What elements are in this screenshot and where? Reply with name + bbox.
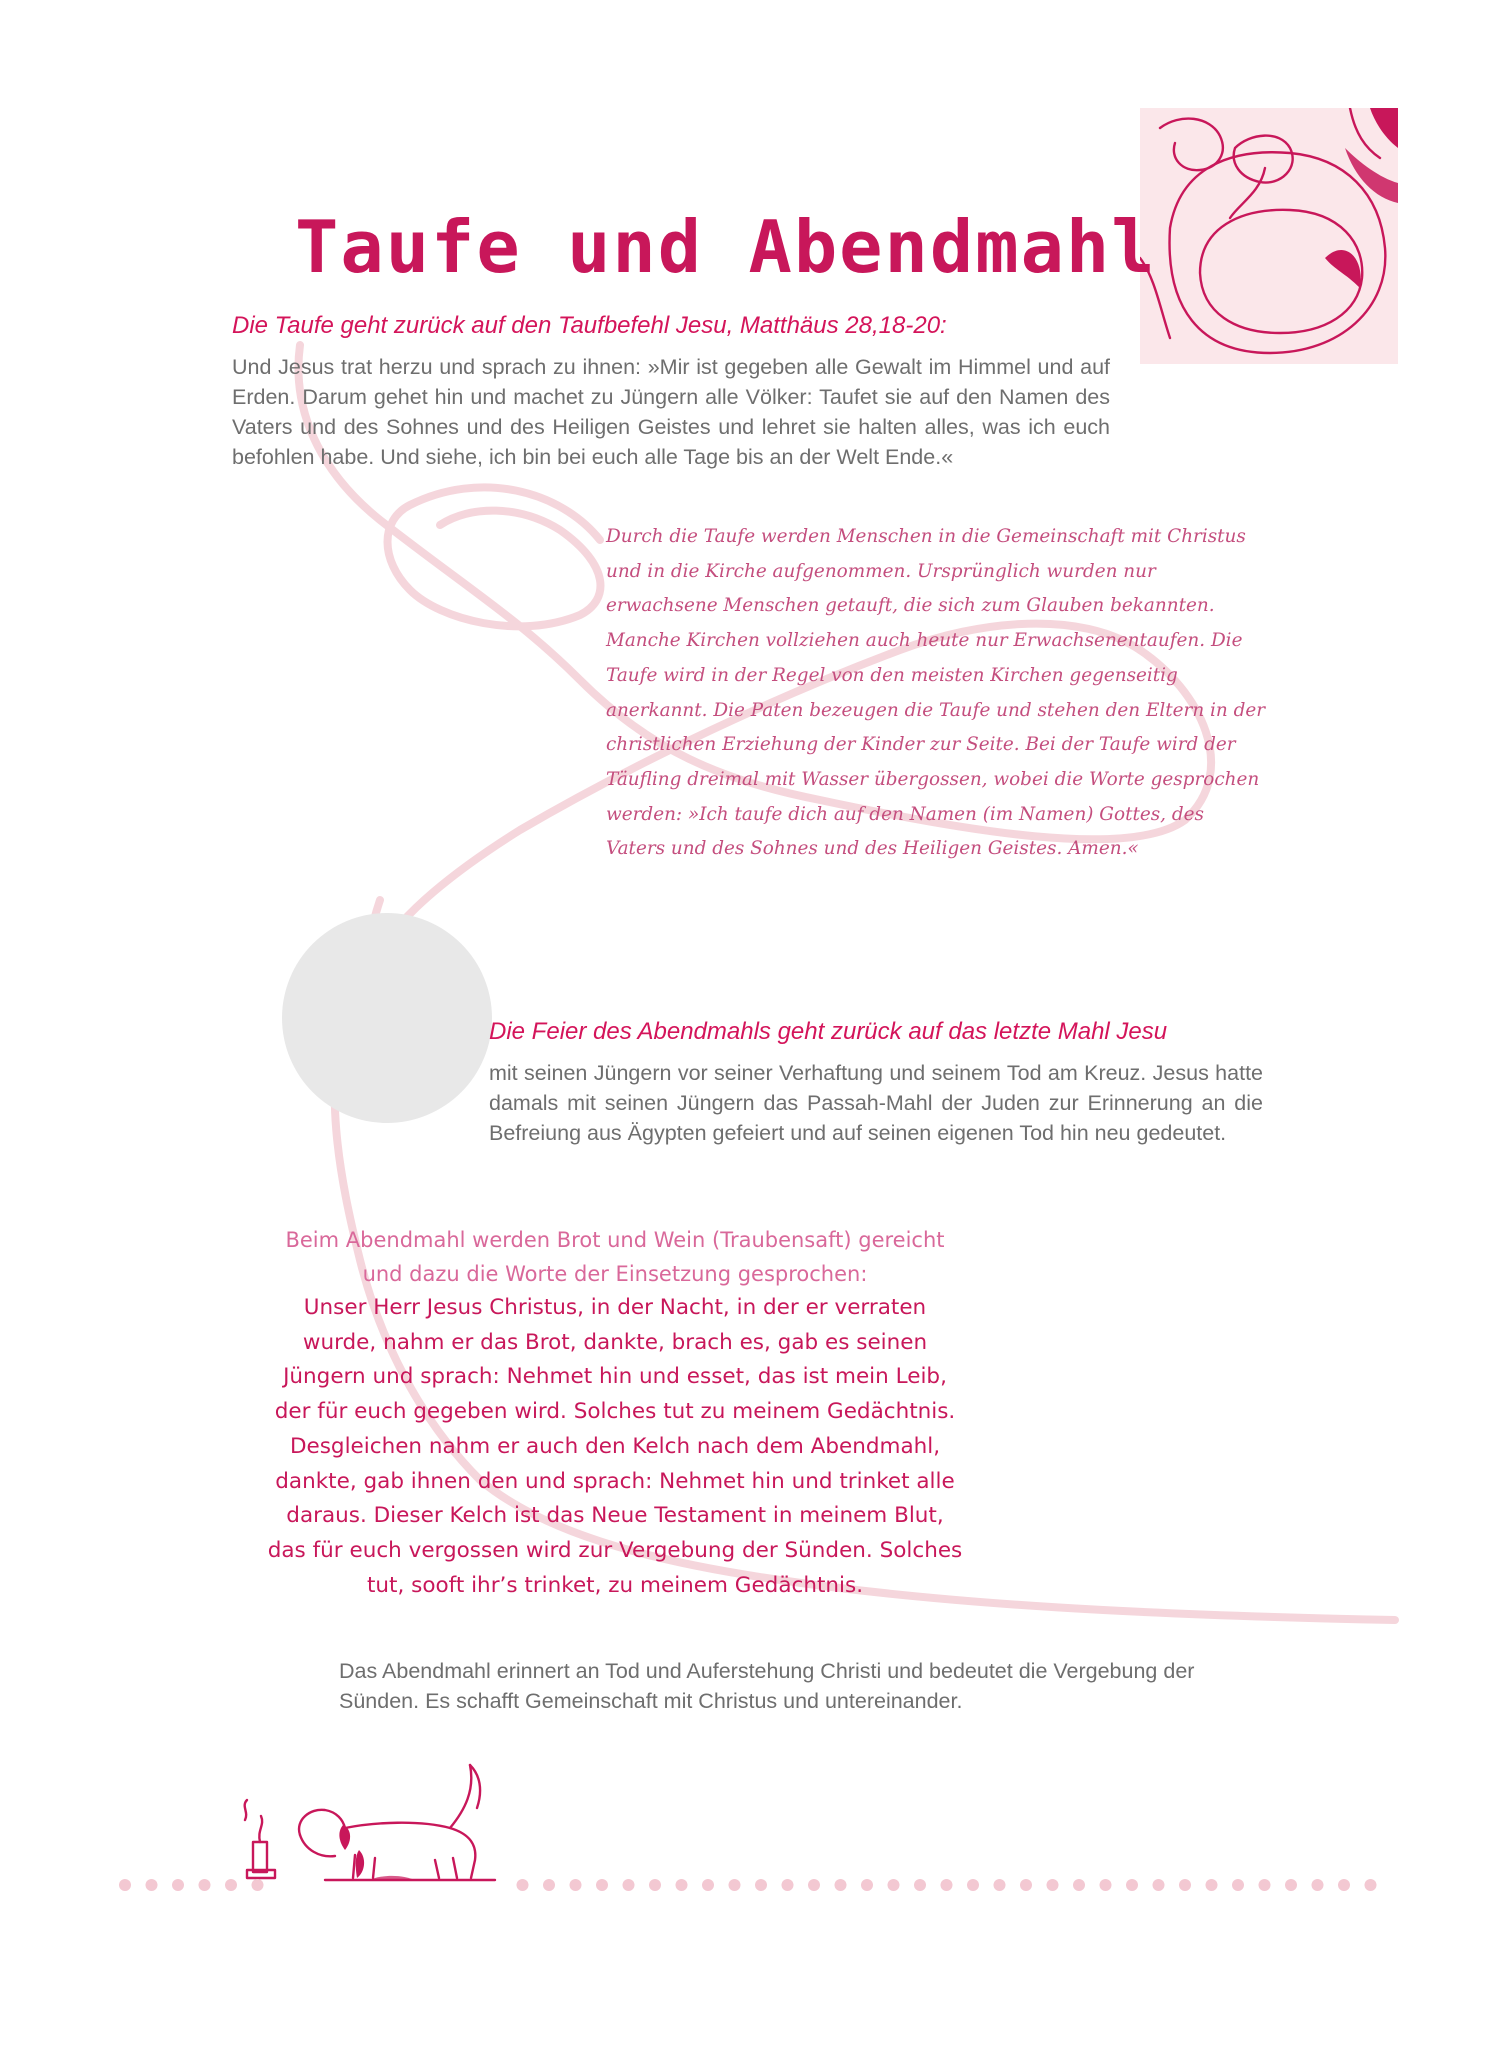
gray-circle-decoration [282, 913, 492, 1123]
words-of-institution [230, 1291, 1000, 1603]
dog-with-candle-icon [225, 1750, 525, 1885]
divider-dot [835, 1879, 847, 1891]
divider-dot [172, 1879, 184, 1891]
divider-dot [517, 1879, 529, 1891]
divider-dot [1285, 1879, 1297, 1891]
supper-heading: Die Feier des Abendmahls geht zurück auf das letzte Mahl Jesu [489, 1018, 1168, 1045]
institution-line: wurde, nahm er das Brot, dankte, brach es, gab es seinen [302, 1329, 928, 1355]
divider-dot [570, 1879, 582, 1891]
divider-dot [1365, 1879, 1377, 1891]
divider-dot [543, 1879, 555, 1891]
baptism-font-illustration-icon [1140, 108, 1398, 364]
divider-dot [1232, 1879, 1244, 1891]
divider-dot [623, 1879, 635, 1891]
divider-dot [729, 1879, 741, 1891]
supper-intro-line: Beim Abendmahl werden Brot und Wein (Traubensaft) gereicht [285, 1228, 945, 1252]
divider-dot [1338, 1879, 1350, 1891]
dotted-divider-icon [118, 1878, 1388, 1892]
divider-dot [146, 1879, 158, 1891]
divider-dot [1206, 1879, 1218, 1891]
institution-line: Jüngern und sprach: Nehmet hin und esset, das ist mein Leib, [283, 1364, 947, 1390]
divider-dot [888, 1879, 900, 1891]
divider-dot [1312, 1879, 1324, 1891]
divider-dot [1179, 1879, 1191, 1891]
divider-dot [1126, 1879, 1138, 1891]
divider-dot [967, 1879, 979, 1891]
divider-dot [252, 1879, 264, 1891]
institution-line: Desgleichen nahm er auch den Kelch nach dem Abendmahl, [289, 1433, 941, 1459]
divider-dot [941, 1879, 953, 1891]
divider-dot [596, 1879, 608, 1891]
divider-dot [649, 1879, 661, 1891]
divider-dot [199, 1879, 211, 1891]
baptism-explanation-text: Durch die Taufe werden Menschen in die Gemeinschaft mit Christus und in die Kirche aufgenommen. Ursprünglich wurden nur erwachsene Menschen getauft, die sich zum Glauben bekannten. Manche Kirchen vollziehen auch heute nur Erwachsenentaufen. Die Taufe wird in der Regel von den meisten Kirchen gegenseitig anerkannt. Die Paten bezeugen die Taufe und stehen den Eltern in der christlichen Erziehung der Kinder zur Seite. Bei der Taufe wird der Täufling dreimal mit Wasser übergossen, wobei die Worte gesprochen werden: »Ich taufe dich auf den Namen (im Namen) Gottes, des Vaters und des Sohnes und des Heiligen Geistes. Amen.« [606, 526, 1266, 860]
divider-dot [808, 1879, 820, 1891]
institution-line: tut, sooft ihr’s trinket, zu meinem Gedächtnis. [366, 1572, 864, 1598]
institution-line: der für euch gegeben wird. Solches tut zu meinem Gedächtnis. [274, 1399, 956, 1425]
divider-dot [1073, 1879, 1085, 1891]
institution-line: Unser Herr Jesus Christus, in der Nacht, in der er verraten [303, 1295, 927, 1320]
baptism-quote-text: Und Jesus trat herzu und sprach zu ihnen: »Mir ist gegeben alle Gewalt im Himmel und auf Erden. Darum gehet hin und machet zu Jüngern alle Völker: Taufet sie auf den Namen des Vaters und des Sohnes und des Heiligen Geistes und lehret sie halten alles, was ich euch befohlen habe. Und siehe, ich bin bei euch alle Tage bis an der Welt Ende.« [232, 355, 1110, 469]
baptism-explanation [606, 520, 1266, 867]
divider-dot [1153, 1879, 1165, 1891]
institution-line: dankte, gab ihnen den und sprach: Nehmet hin und trinket alle [275, 1468, 955, 1494]
supper-origin-text: mit seinen Jüngern vor seiner Verhaftung und seinem Tod am Kreuz. Jesus hatte damals mit seinen Jüngern das Passah-Mahl der Juden zur Erinnerung an die Befreiung aus Ägypten gefeiert und auf seinen eigenen Tod hin neu gedeutet. [489, 1061, 1263, 1145]
divider-dot [994, 1879, 1006, 1891]
divider-dot [225, 1879, 237, 1891]
divider-dot [861, 1879, 873, 1891]
supper-intro [230, 1223, 1000, 1291]
baptism-heading: Die Taufe geht zurück auf den Taufbefehl Jesu, Matthäus 28,18-20: [232, 312, 947, 339]
divider-dot [702, 1879, 714, 1891]
supper-meaning [339, 1656, 1259, 1716]
divider-dot [755, 1879, 767, 1891]
divider-dot [1100, 1879, 1112, 1891]
divider-dot [1047, 1879, 1059, 1891]
divider-dot [676, 1879, 688, 1891]
institution-line: das für euch vergossen wird zur Vergebung der Sünden. Solches [267, 1537, 963, 1563]
baptism-bible-quote [232, 352, 1110, 472]
divider-dot [914, 1879, 926, 1891]
divider-dot [782, 1879, 794, 1891]
institution-line: daraus. Dieser Kelch ist das Neue Testament in meinem Blut, [286, 1503, 944, 1529]
divider-dot [1020, 1879, 1032, 1891]
supper-origin [489, 1058, 1263, 1148]
divider-dot [119, 1879, 131, 1891]
page-title: Taufe und Abendmahl [295, 205, 1157, 289]
divider-dot [1259, 1879, 1271, 1891]
supper-meaning-text: Das Abendmahl erinnert an Tod und Auferstehung Christi und bedeutet die Vergebung der Sünden. Es schafft Gemeinschaft mit Christus und untereinander. [339, 1659, 1195, 1713]
supper-intro-line: und dazu die Worte der Einsetzung gesprochen: [362, 1262, 868, 1286]
